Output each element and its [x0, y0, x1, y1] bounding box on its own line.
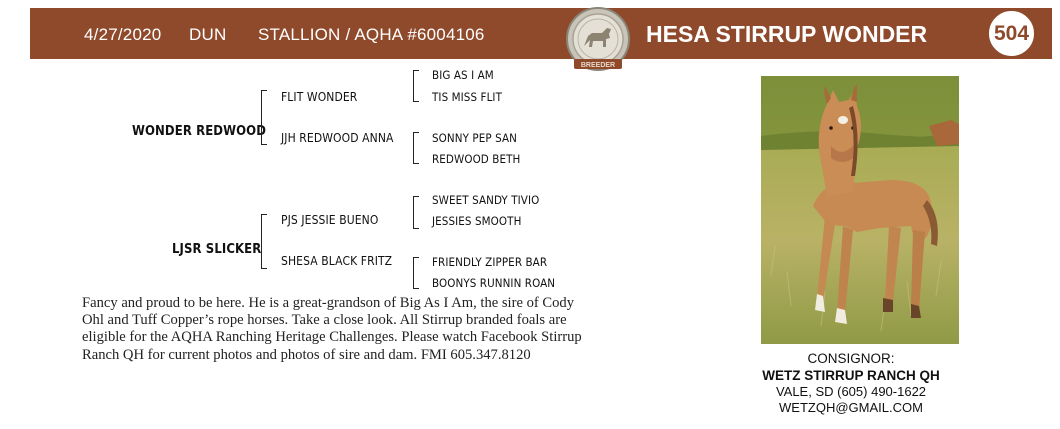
seal-caption: BREEDER — [580, 62, 616, 69]
consignor-location-phone: VALE, SD (605) 490-1622 — [775, 384, 927, 399]
horse-color: DUN — [189, 25, 227, 44]
horse-description — [82, 295, 682, 364]
pedigree-dam-dam-dam: BOONYS RUNNIN ROAN — [432, 276, 556, 290]
consignor-email[interactable]: WETZQH@GMAIL.COM — [779, 400, 923, 415]
description-line: Ohl and Tuff Copper’s rope horses. Take a close look. All Stirrup branded foals are — [82, 312, 567, 329]
pedigree-dam-sire-dam: JESSIES SMOOTH — [432, 214, 522, 228]
pedigree-bracket — [413, 70, 419, 102]
pedigree-bracket — [261, 214, 267, 269]
pedigree-bracket — [413, 132, 419, 164]
pedigree-bracket — [413, 196, 419, 229]
lot-number-badge: 504 — [986, 8, 1037, 59]
consignor-label: CONSIGNOR: — [807, 351, 895, 366]
pedigree-bracket — [261, 90, 267, 145]
pedigree-dam-dam: SHESA BLACK FRITZ — [281, 254, 393, 268]
pedigree-dam: LJSR SLICKER — [172, 242, 262, 257]
description-line: Ranch QH for current photos and photos of sire and dam. FMI 605.347.8120 — [82, 346, 531, 363]
consignor-block — [720, 351, 982, 416]
description-line: eligible for the AQHA Ranching Heritage Challenges. Please watch Facebook Stirrup — [82, 329, 582, 346]
breeder-seal-icon — [562, 6, 634, 78]
pedigree-dam-sire: PJS JESSIE BUENO — [281, 213, 379, 227]
pedigree-dam-dam-sire: FRIENDLY ZIPPER BAR — [432, 255, 548, 269]
horse-name-title: HESA STIRRUP WONDER — [646, 21, 928, 47]
consignor-name: WETZ STIRRUP RANCH QH — [762, 368, 940, 383]
header-band — [30, 8, 1052, 59]
pedigree-sire: WONDER REDWOOD — [132, 124, 267, 139]
description-line: Fancy and proud to be here. He is a great-grandson of Big As I Am, the sire of Cody — [82, 295, 575, 311]
pedigree-sire-sire-dam: TIS MISS FLIT — [432, 90, 503, 104]
pedigree-sire-dam: JJH REDWOOD ANNA — [281, 131, 394, 145]
pedigree-bracket — [413, 257, 419, 289]
pedigree-sire-dam-sire: SONNY PEP SAN — [432, 131, 517, 145]
pedigree-sire-sire-sire: BIG AS I AM — [432, 68, 494, 82]
sale-date: 4/27/2020 — [84, 25, 162, 44]
pedigree-sire-dam-dam: REDWOOD BETH — [432, 152, 521, 166]
pedigree-dam-sire-sire: SWEET SANDY TIVIO — [432, 193, 540, 207]
horse-photo — [761, 76, 959, 344]
pedigree-sire-sire: FLIT WONDER — [281, 90, 358, 104]
registration-info: STALLION / AQHA #6004106 — [258, 25, 485, 44]
